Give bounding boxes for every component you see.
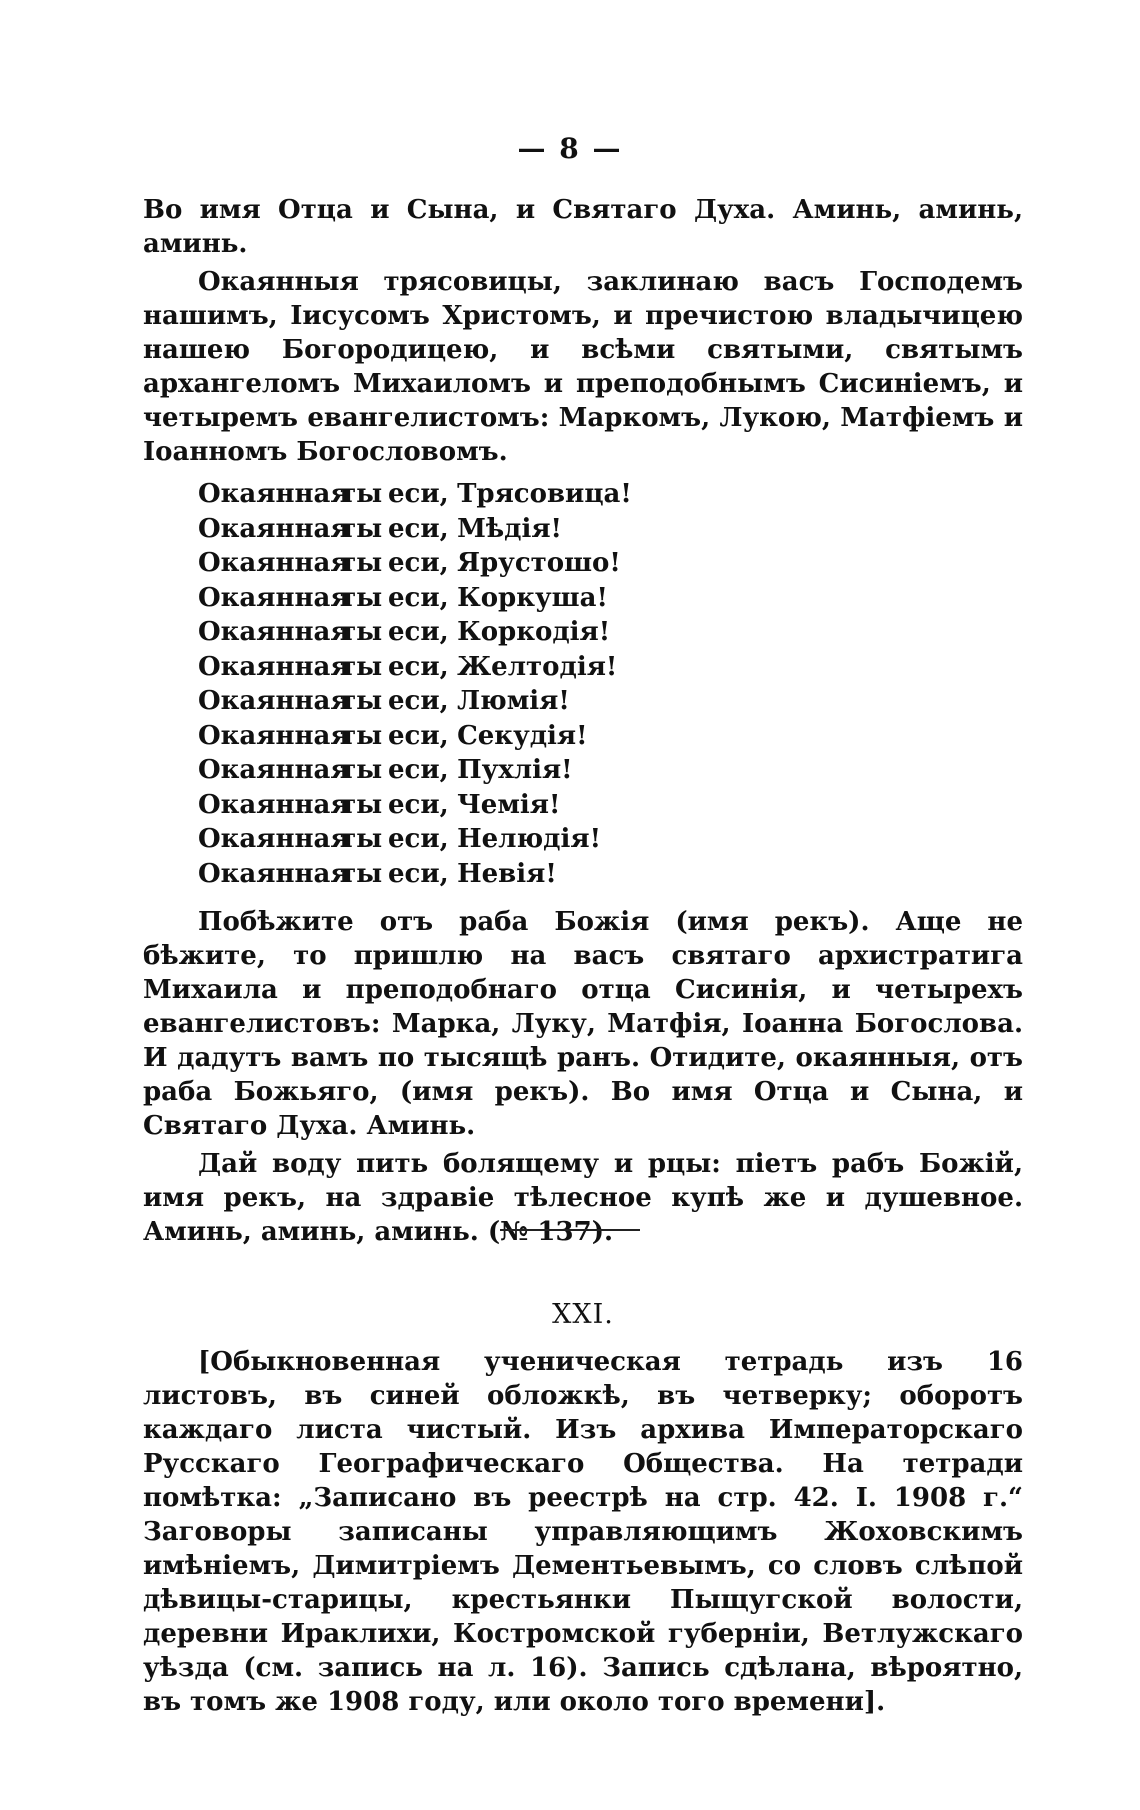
verse-line: Окаяннаяты еси, Секудія! bbox=[198, 720, 588, 751]
text-column bbox=[143, 193, 1023, 1719]
section-divider-row bbox=[143, 1249, 1023, 1279]
verse-line: Окаяннаяты еси, Нелюдія! bbox=[198, 824, 601, 854]
section-heading: XXI. bbox=[552, 1299, 614, 1330]
verse-line: Окаяннаяты еси, Пухлія! bbox=[198, 755, 573, 785]
verse-line: Окаяннаяты еси, Ярустошо! bbox=[198, 548, 621, 578]
verse-line: Окаяннаяты еси, Трясовица! bbox=[198, 479, 632, 509]
dismissal-paragraph: Побѣжите отъ раба Божія (имя рекъ). Аще не бѣжите, то пришлю на васъ святаго архистратига Михаила и преподобнаго отца Сисинія, и четырехъ евангелистовъ: Марка, Луку, Матфія, Іоанна Богослова. И дадутъ вамъ по тысящѣ ранъ. Отидите, окаянныя, отъ раба Божьяго, (имя рекъ). Во имя Отца и Сына, и Святаго Духа. Аминь. bbox=[143, 907, 1023, 1141]
verse-line: Окаяннаяты еси, Мѣдія! bbox=[198, 513, 562, 544]
verse-line: Окаяннаяты еси, Желтодія! bbox=[198, 651, 618, 682]
section-divider bbox=[500, 1229, 640, 1231]
verse-line: Окаяннаяты еси, Люмія! bbox=[198, 686, 570, 716]
verse-line: Окаяннаяты еси, Невія! bbox=[198, 858, 557, 889]
verse-line: Окаяннаяты еси, Коркодія! bbox=[198, 617, 611, 647]
verse-list bbox=[198, 477, 1023, 891]
invocation-paragraph: Во имя Отца и Сына, и Святаго Духа. Аминь, аминь, аминь. bbox=[143, 195, 1023, 259]
verse-line: Окаяннаяты еси, Коркуша! bbox=[198, 582, 608, 613]
section-note-paragraph: [Обыкновенная ученическая тетрадь изъ 16 листовъ, въ синей обложкѣ, въ четверку; оборотъ каждаго листа чистый. Изъ архива Императорскаго Русскаго Географическаго Общества. На тетради помѣтка: „Записано въ реестрѣ на стр. 42. I. 1908 г.“ Заговоры записаны управляющимъ Жоховскимъ имѣніемъ, Димитріемъ Дементьевымъ, со словъ слѣпой дѣвицы-старицы, крестьянки Пыщугской волости, деревни Ираклихи, Костромской губерніи, Ветлужскаго уѣзда (см. запись на л. 16). Запись сдѣлана, вѣроятно, въ томъ же 1908 году, или около того времени]. bbox=[143, 1347, 1023, 1717]
verse-line: Окаяннаяты еси, Чемія! bbox=[198, 789, 561, 820]
water-instruction-paragraph: Дай воду пить болящему и рцы: піетъ рабъ Божій, имя рекъ, на здравіе тѣлесное купѣ же и душевное. Аминь, аминь, аминь. (№ 137). bbox=[143, 1149, 1023, 1247]
page-number: — 8 — bbox=[517, 132, 623, 165]
conjuration-paragraph: Окаянныя трясовицы, заклинаю васъ Господемъ нашимъ, Іисусомъ Христомъ, и пречистою владычицею нашею Богородицею, и всѣми святыми, святымъ архангеломъ Михаиломъ и преподобнымъ Сисиніемъ, и четыремъ евангелистомъ: Маркомъ, Лукою, Матфіемъ и Іоанномъ Богословомъ. bbox=[143, 267, 1023, 467]
